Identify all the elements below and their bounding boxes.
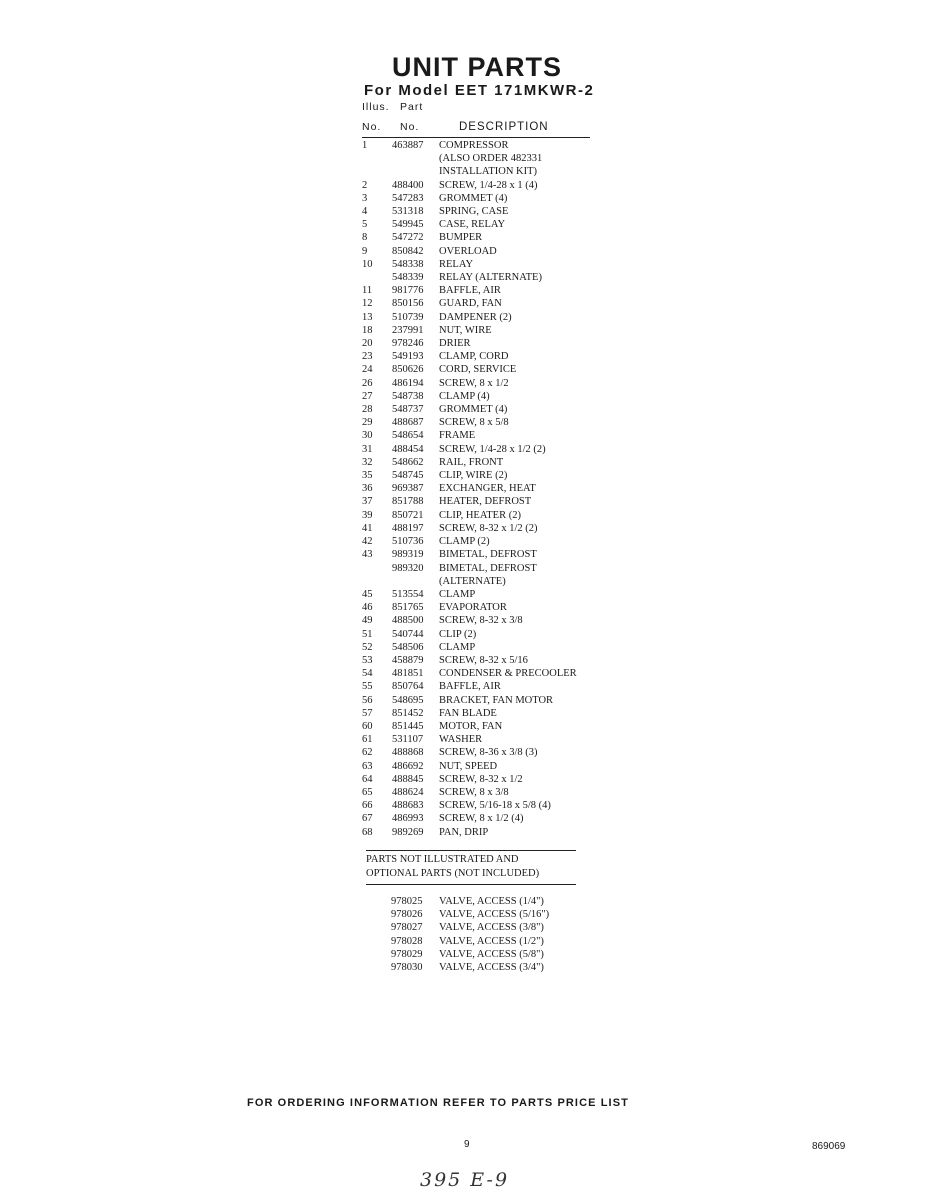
parts-row xyxy=(362,337,602,350)
part-description: CASE, RELAY xyxy=(439,219,506,231)
illus-no: 64 xyxy=(362,773,373,785)
ordering-footer: FOR ORDERING INFORMATION REFER TO PARTS PRICE LIST xyxy=(247,1097,629,1109)
part-no: 978026 xyxy=(391,909,423,921)
illus-no xyxy=(362,165,392,178)
part-description: SCREW, 8 x 1/2 (4) xyxy=(439,813,524,825)
parts-row xyxy=(362,218,602,231)
parts-row xyxy=(362,429,602,442)
part-description: VALVE, ACCESS (1/2") xyxy=(439,935,544,947)
not-illustrated-line1: PARTS NOT ILLUSTRATED AND xyxy=(366,854,519,865)
illus-no: 9 xyxy=(362,245,368,257)
parts-row xyxy=(362,535,602,548)
header-description: DESCRIPTION xyxy=(459,121,549,133)
illus-no xyxy=(362,152,392,165)
part-description: BIMETAL, DEFROST xyxy=(439,562,537,574)
part-description: COMPRESSOR xyxy=(439,140,509,151)
illus-no: 3 xyxy=(362,192,368,204)
parts-row xyxy=(362,733,602,746)
part-description: (ALTERNATE) xyxy=(439,575,506,587)
page-number: 9 xyxy=(464,1139,470,1150)
header-divider xyxy=(362,137,590,138)
part-no: 978027 xyxy=(391,922,423,934)
part-no: 548695 xyxy=(392,694,424,706)
part-no: 486194 xyxy=(392,377,424,389)
illus-no: 67 xyxy=(362,813,373,825)
part-description: CONDENSER & PRECOOLER xyxy=(439,668,577,680)
illus-no: 31 xyxy=(362,443,373,455)
part-description: CLAMP xyxy=(439,588,476,600)
illus-no: 35 xyxy=(362,470,373,482)
part-no: 547283 xyxy=(392,192,424,204)
illus-no: 55 xyxy=(362,681,373,693)
parts-row xyxy=(362,575,602,588)
part-no: 981776 xyxy=(392,285,424,297)
illus-no: 10 xyxy=(362,258,373,270)
part-no: 488454 xyxy=(392,443,424,455)
parts-row xyxy=(362,350,602,363)
header-part-no: No. xyxy=(400,121,420,133)
parts-row xyxy=(362,654,602,667)
part-no: 850842 xyxy=(392,245,424,257)
illus-no: 62 xyxy=(362,747,373,759)
parts-row xyxy=(362,667,602,680)
section-divider-top xyxy=(366,850,576,851)
optional-parts-row xyxy=(391,921,549,934)
part-description: CLAMP (4) xyxy=(439,390,490,402)
part-no: 548662 xyxy=(392,456,424,468)
parts-row xyxy=(362,245,602,258)
section-divider-bottom xyxy=(366,884,576,885)
part-no: 486993 xyxy=(392,813,424,825)
header-illus-no: No. xyxy=(362,121,382,133)
illus-no: 41 xyxy=(362,522,373,534)
part-description: SCREW, 8 x 5/8 xyxy=(439,417,509,429)
part-no: 488624 xyxy=(392,786,424,798)
parts-row xyxy=(362,720,602,733)
illus-no: 66 xyxy=(362,800,373,812)
part-no: 850156 xyxy=(392,298,424,310)
parts-row xyxy=(362,152,602,165)
part-description: SCREW, 8 x 3/8 xyxy=(439,786,509,798)
illus-no: 24 xyxy=(362,364,373,376)
parts-row xyxy=(362,205,602,218)
optional-parts-row xyxy=(391,961,549,974)
parts-row xyxy=(362,680,602,693)
part-no: 463887 xyxy=(392,140,424,151)
part-no: 510739 xyxy=(392,311,424,323)
part-no: 548745 xyxy=(392,470,424,482)
part-no: 531107 xyxy=(392,734,424,746)
part-no: 978246 xyxy=(392,338,424,350)
illus-no: 5 xyxy=(362,219,368,231)
parts-row xyxy=(362,231,602,244)
illus-no: 11 xyxy=(362,285,373,297)
parts-row xyxy=(362,746,602,759)
illus-no: 18 xyxy=(362,324,373,336)
part-no: 540744 xyxy=(392,628,424,640)
illus-no: 37 xyxy=(362,496,373,508)
parts-row xyxy=(362,509,602,522)
part-no: 547272 xyxy=(392,232,424,244)
part-description: OVERLOAD xyxy=(439,245,497,257)
part-no: 548339 xyxy=(392,272,424,284)
illus-no: 45 xyxy=(362,588,373,600)
part-no: 549945 xyxy=(392,219,424,231)
part-description: BAFFLE, AIR xyxy=(439,285,501,297)
illus-no: 54 xyxy=(362,668,373,680)
part-description: GROMMET (4) xyxy=(439,192,508,204)
illus-no: 26 xyxy=(362,377,373,389)
illus-no xyxy=(362,562,392,575)
parts-row xyxy=(362,297,602,310)
illus-no: 27 xyxy=(362,390,373,402)
part-description: MOTOR, FAN xyxy=(439,720,503,732)
illus-no: 51 xyxy=(362,628,373,640)
part-description: DAMPENER (2) xyxy=(439,311,512,323)
part-no: 548506 xyxy=(392,641,424,653)
parts-row xyxy=(362,443,602,456)
illus-no: 4 xyxy=(362,206,368,218)
part-description: CLAMP (2) xyxy=(439,536,490,548)
parts-row xyxy=(362,773,602,786)
part-description: NUT, SPEED xyxy=(439,760,498,772)
part-description: HEATER, DEFROST xyxy=(439,496,532,508)
parts-row xyxy=(362,469,602,482)
parts-row xyxy=(362,192,602,205)
parts-row xyxy=(362,271,602,284)
part-no: 989319 xyxy=(392,549,424,561)
illus-no: 1 xyxy=(362,140,368,151)
illus-no: 29 xyxy=(362,417,373,429)
part-description: VALVE, ACCESS (3/8") xyxy=(439,922,544,934)
illus-no: 52 xyxy=(362,641,373,653)
part-no: 548654 xyxy=(392,430,424,442)
parts-row xyxy=(362,456,602,469)
part-no: 548738 xyxy=(392,390,424,402)
part-no: 989320 xyxy=(392,562,424,574)
part-no: 488400 xyxy=(392,179,424,191)
optional-parts-row xyxy=(391,948,549,961)
part-description: CLAMP xyxy=(439,641,476,653)
illus-no: 39 xyxy=(362,509,373,521)
part-description: BIMETAL, DEFROST xyxy=(439,549,537,561)
illus-no: 20 xyxy=(362,338,373,350)
part-no xyxy=(392,165,439,178)
part-description: EXCHANGER, HEAT xyxy=(439,483,536,495)
part-description: NUT, WIRE xyxy=(439,324,492,336)
part-no: 486692 xyxy=(392,760,424,772)
parts-row xyxy=(362,139,602,152)
document-number: 869069 xyxy=(812,1141,846,1152)
not-illustrated-line2: OPTIONAL PARTS (NOT INCLUDED) xyxy=(366,868,540,879)
illus-no: 36 xyxy=(362,483,373,495)
parts-row xyxy=(362,628,602,641)
parts-row xyxy=(362,826,602,839)
parts-row xyxy=(362,562,602,575)
part-description: SCREW, 8-32 x 1/2 xyxy=(439,773,523,785)
part-no: 851765 xyxy=(392,602,424,614)
part-no: 978029 xyxy=(391,948,423,960)
part-description: RELAY (ALTERNATE) xyxy=(439,272,542,284)
illus-no: 28 xyxy=(362,404,373,416)
parts-row xyxy=(362,601,602,614)
illus-no: 65 xyxy=(362,786,373,798)
part-description: GUARD, FAN xyxy=(439,298,502,310)
not-illustrated-note xyxy=(366,853,539,881)
part-description: SCREW, 1/4-28 x 1/2 (2) xyxy=(439,443,546,455)
parts-row xyxy=(362,390,602,403)
part-no xyxy=(392,575,439,588)
part-description: SCREW, 1/4-28 x 1 (4) xyxy=(439,179,538,191)
part-description: VALVE, ACCESS (5/16") xyxy=(439,909,550,921)
parts-row xyxy=(362,641,602,654)
part-no: 488845 xyxy=(392,773,424,785)
parts-row xyxy=(362,324,602,337)
parts-row xyxy=(362,311,602,324)
part-description: CLAMP, CORD xyxy=(439,351,509,363)
parts-row xyxy=(362,377,602,390)
part-description: INSTALLATION KIT) xyxy=(439,166,538,178)
parts-row xyxy=(362,760,602,773)
part-description: SCREW, 8 x 1/2 xyxy=(439,377,509,389)
part-no: 978028 xyxy=(391,935,423,947)
parts-row xyxy=(362,707,602,720)
part-no: 488687 xyxy=(392,417,424,429)
part-description: FAN BLADE xyxy=(439,707,497,719)
part-no: 510736 xyxy=(392,536,424,548)
illus-no: 61 xyxy=(362,734,373,746)
model-subtitle: For Model EET 171MKWR-2 xyxy=(364,82,595,99)
illus-no: 12 xyxy=(362,298,373,310)
part-no: 978030 xyxy=(391,961,423,973)
part-no: 548737 xyxy=(392,404,424,416)
part-no: 488197 xyxy=(392,522,424,534)
parts-row xyxy=(362,786,602,799)
parts-row xyxy=(362,363,602,376)
illus-no: 43 xyxy=(362,549,373,561)
part-description: CLIP, WIRE (2) xyxy=(439,470,508,482)
parts-row xyxy=(362,482,602,495)
part-description: SCREW, 8-32 x 3/8 xyxy=(439,615,523,627)
parts-row xyxy=(362,548,602,561)
optional-parts-list xyxy=(391,895,549,974)
illus-no: 8 xyxy=(362,232,368,244)
parts-row xyxy=(362,495,602,508)
part-description: VALVE, ACCESS (3/4") xyxy=(439,961,544,973)
illus-no: 60 xyxy=(362,720,373,732)
part-description: CLIP, HEATER (2) xyxy=(439,509,521,521)
part-description: WASHER xyxy=(439,734,483,746)
part-no: 851452 xyxy=(392,707,424,719)
parts-row xyxy=(362,799,602,812)
part-description: PAN, DRIP xyxy=(439,826,489,838)
part-no: 851445 xyxy=(392,720,424,732)
part-description: BAFFLE, AIR xyxy=(439,681,501,693)
part-no: 481851 xyxy=(392,668,424,680)
parts-row xyxy=(362,258,602,271)
parts-row xyxy=(362,588,602,601)
parts-row xyxy=(362,403,602,416)
part-no xyxy=(392,152,439,165)
illus-no: 13 xyxy=(362,311,373,323)
parts-row xyxy=(362,522,602,535)
part-description: VALVE, ACCESS (1/4") xyxy=(439,896,544,907)
part-description: RAIL, FRONT xyxy=(439,456,504,468)
part-no: 989269 xyxy=(392,826,424,838)
illus-no: 68 xyxy=(362,826,373,838)
header-illus: Illus. xyxy=(362,101,390,113)
illus-no: 49 xyxy=(362,615,373,627)
illus-no: 23 xyxy=(362,351,373,363)
part-no: 851788 xyxy=(392,496,424,508)
illus-no: 46 xyxy=(362,602,373,614)
parts-list xyxy=(362,139,602,839)
part-description: SCREW, 8-32 x 5/16 xyxy=(439,654,528,666)
illus-no: 32 xyxy=(362,456,373,468)
part-no: 850626 xyxy=(392,364,424,376)
part-description: GROMMET (4) xyxy=(439,404,508,416)
part-description: FRAME xyxy=(439,430,476,442)
illus-no xyxy=(362,575,392,588)
illus-no: 30 xyxy=(362,430,373,442)
illus-no: 2 xyxy=(362,179,368,191)
part-description: (ALSO ORDER 482331 xyxy=(439,153,543,165)
illus-no: 57 xyxy=(362,707,373,719)
illus-no: 53 xyxy=(362,654,373,666)
illus-no: 56 xyxy=(362,694,373,706)
part-no: 513554 xyxy=(392,588,424,600)
part-description: SCREW, 8-36 x 3/8 (3) xyxy=(439,747,538,759)
part-description: SCREW, 8-32 x 1/2 (2) xyxy=(439,522,538,534)
part-description: CLIP (2) xyxy=(439,628,477,640)
illus-no: 63 xyxy=(362,760,373,772)
part-no: 531318 xyxy=(392,206,424,218)
parts-row xyxy=(362,179,602,192)
part-no: 549193 xyxy=(392,351,424,363)
part-description: SPRING, CASE xyxy=(439,206,509,218)
parts-row xyxy=(362,812,602,825)
part-no: 850764 xyxy=(392,681,424,693)
illus-no: 42 xyxy=(362,536,373,548)
parts-row xyxy=(362,165,602,178)
part-no: 458879 xyxy=(392,654,424,666)
part-description: CORD, SERVICE xyxy=(439,364,517,376)
parts-row xyxy=(362,614,602,627)
optional-parts-row xyxy=(391,935,549,948)
part-description: SCREW, 5/16-18 x 5/8 (4) xyxy=(439,800,551,812)
parts-row xyxy=(362,284,602,297)
page-title: UNIT PARTS xyxy=(392,52,562,82)
header-part: Part xyxy=(400,101,424,113)
part-no: 488683 xyxy=(392,800,424,812)
part-no: 978025 xyxy=(391,896,423,907)
part-no: 548338 xyxy=(392,258,424,270)
optional-parts-row xyxy=(391,895,549,908)
part-no: 488868 xyxy=(392,747,424,759)
part-description: EVAPORATOR xyxy=(439,602,507,614)
part-description: VALVE, ACCESS (5/8") xyxy=(439,948,544,960)
part-description: BUMPER xyxy=(439,232,483,244)
part-description: RELAY xyxy=(439,258,474,270)
part-description: DRIER xyxy=(439,338,471,350)
part-no: 237991 xyxy=(392,324,424,336)
parts-row xyxy=(362,694,602,707)
handwritten-note: 395 E-9 xyxy=(420,1169,510,1191)
part-no: 850721 xyxy=(392,509,424,521)
part-no: 488500 xyxy=(392,615,424,627)
optional-parts-row xyxy=(391,908,549,921)
part-no: 969387 xyxy=(392,483,424,495)
part-description: BRACKET, FAN MOTOR xyxy=(439,694,554,706)
illus-no xyxy=(362,271,392,284)
parts-row xyxy=(362,416,602,429)
